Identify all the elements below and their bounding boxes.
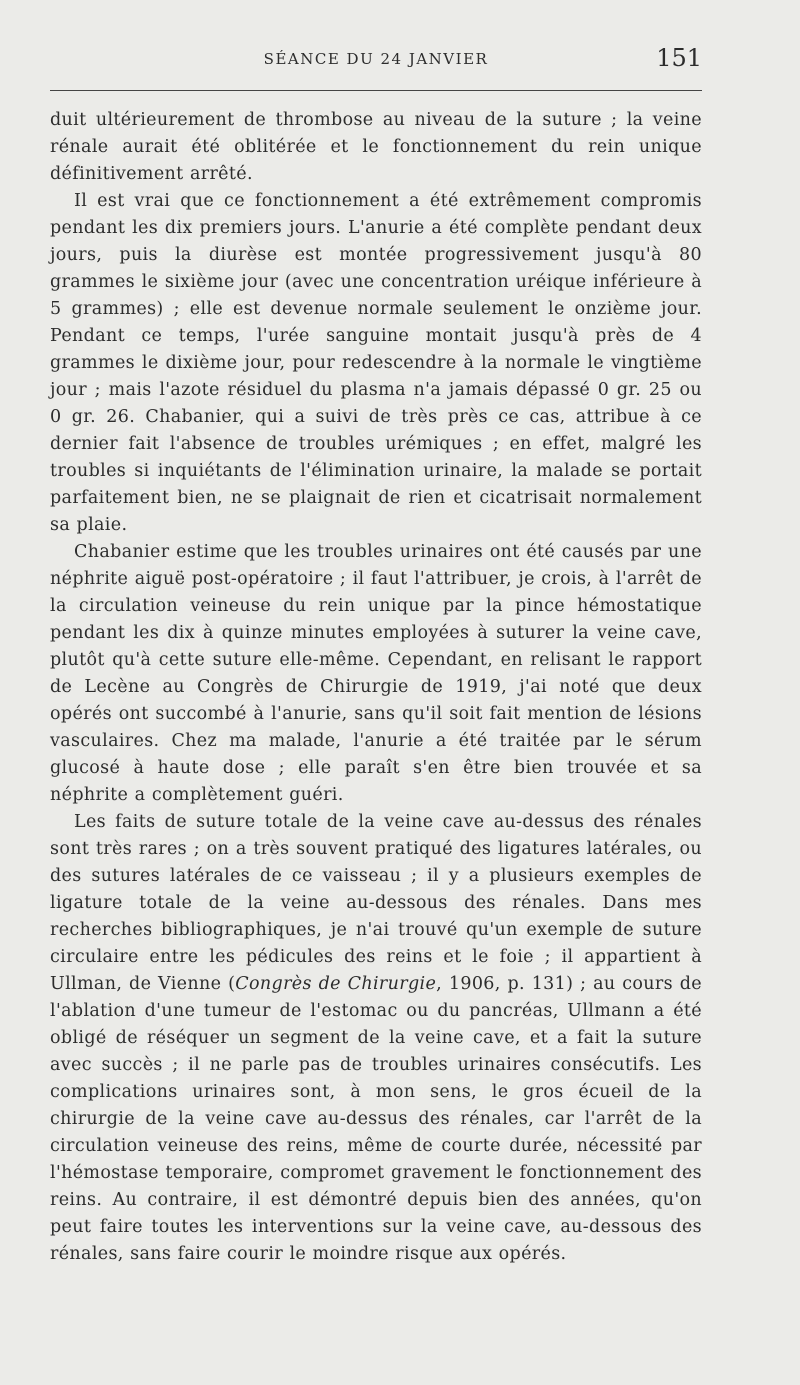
- paragraph-1: duit ultérieurement de thrombose au niveau de la suture ; la veine rénale aurait été oblitérée et le fonctionnement du rein unique définitivement arrêté.: [50, 110, 702, 184]
- page-number: 151: [656, 44, 702, 72]
- body-text: [50, 107, 702, 1268]
- paragraph-4: [50, 809, 702, 1268]
- running-title: SÉANCE DU 24 JANVIER: [263, 50, 489, 68]
- header-rule: [50, 90, 702, 91]
- page-header: [50, 44, 702, 78]
- paragraph-4-part-2: , 1906, p. 131) ; au cours de l'ablation d'une tumeur de l'estomac ou du pancréas, Ullmann a été obligé de réséquer un segment de la veine cave, et a fait la suture avec succès ; il ne parle pas de troubles urinaires consécutifs. Les complications urinaires sont, à mon sens, le gros écueil de la chirurgie de la veine cave au-dessus des rénales, car l'arrêt de la circulation veineuse des reins, même de courte durée, nécessité par l'hémostase temporaire, compromet gravement le fonctionnement des reins. Au contraire, il est démontré depuis bien des années, qu'on peut faire toutes les interventions sur la veine cave, au-dessous des rénales, sans faire courir le moindre risque aux opérés.: [50, 974, 702, 1264]
- paragraph-4-part-1: Les faits de suture totale de la veine cave au-dessus des rénales sont très rares ; on a très souvent pratiqué des ligatures latérales, ou des sutures latérales de ce vaisseau ; il y a plusieurs exemples de ligature totale de la veine au-dessous des rénales. Dans mes recherches bibliographiques, je n'ai trouvé qu'un exemple de suture circulaire entre les pédicules des reins et le foie ; il appartient à Ullman, de Vienne (: [50, 812, 702, 994]
- paragraph-2: Il est vrai que ce fonctionnement a été extrêmement compromis pendant les dix premiers jours. L'anurie a été complète pendant deux jours, puis la diurèse est montée progressivement jusqu'à 80 grammes le sixième jour (avec une concentration uréique inférieure à 5 grammes) ; elle est devenue normale seulement le onzième jour. Pendant ce temps, l'urée sanguine montait jusqu'à près de 4 grammes le dixième jour, pour redescendre à la normale le vingtième jour ; mais l'azote résiduel du plasma n'a jamais dépassé 0 gr. 25 ou 0 gr. 26. Chabanier, qui a suivi de très près ce cas, attribue à ce dernier fait l'absence de troubles urémiques ; en effet, malgré les troubles si inquiétants de l'élimination urinaire, la malade se portait parfaitement bien, ne se plaignait de rien et cicatrisait normalement sa plaie.: [50, 191, 702, 535]
- paragraph-3: Chabanier estime que les troubles urinaires ont été causés par une néphrite aiguë post-opératoire ; il faut l'attribuer, je crois, à l'arrêt de la circulation veineuse du rein unique par la pince hémostatique pendant les dix à quinze minutes employées à suturer la veine cave, plutôt qu'à cette suture elle-même. Cependant, en relisant le rapport de Lecène au Congrès de Chirurgie de 1919, j'ai noté que deux opérés ont succombé à l'anurie, sans qu'il soit fait mention de lésions vasculaires. Chez ma malade, l'anurie a été traitée par le sérum glucosé à haute dose ; elle paraît s'en être bien trouvée et sa néphrite a complètement guéri.: [50, 542, 702, 805]
- congres-citation: Congrès de Chirurgie: [235, 974, 437, 994]
